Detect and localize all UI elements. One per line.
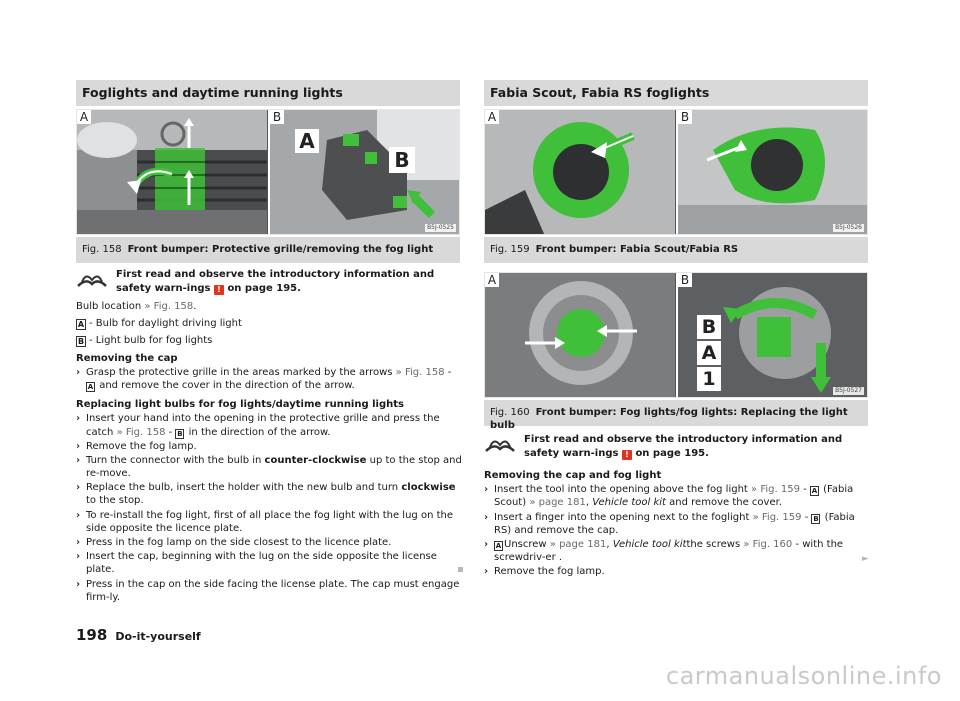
key-a-icon: A xyxy=(87,382,94,391)
replacing-step-6: › Press in the fog lamp on the side closest to the licence plate. xyxy=(76,537,392,548)
notice-text: First read and observe the introductory information and safety warn-ings xyxy=(524,434,843,459)
panel-b-label: B xyxy=(270,110,284,124)
page-181-link[interactable]: » page 181 xyxy=(549,538,607,550)
callout-b: B xyxy=(697,315,721,339)
replacing-step-5: › To re-install the fog light, first of all place the fog light with the lug on the side opposite the licence plate. xyxy=(76,509,453,534)
read-first-notice xyxy=(484,433,868,463)
panel-a-label: A xyxy=(485,110,499,124)
step-text-end: to the stop. xyxy=(86,495,144,507)
notice-text: First read and observe the introductory information and safety warn-ings xyxy=(116,269,435,294)
fig-159-link[interactable]: » Fig. 159 xyxy=(751,484,800,496)
figure-title: Front bumper: Fabia Scout/Fabia RS xyxy=(535,244,739,255)
removing-cap-step: › Grasp the protective grille in the areas marked by the arrows » Fig. 158 - A and remove the cover in the direction of the arrow. xyxy=(76,366,452,391)
step-text: Remove the fog lamp. xyxy=(494,566,605,578)
step-text-end: and remove the cover in the direction of the arrow. xyxy=(99,379,355,391)
callout-1: 1 xyxy=(697,367,721,391)
warning-icon: ! xyxy=(214,285,224,295)
panel-b-label: B xyxy=(678,273,692,287)
page-181-link[interactable]: » page 181 xyxy=(529,497,586,509)
step-text-end: - with the screwdriv-er . xyxy=(494,538,844,564)
watermark: carmanualsonline.info xyxy=(665,662,942,691)
replacing-heading: Replacing light bulbs for fog lights/daytime running lights xyxy=(76,399,404,411)
period: . xyxy=(193,301,197,312)
step-emphasis: counter-clockwise xyxy=(264,454,367,466)
continued-arrow-icon: ► xyxy=(862,554,869,564)
replacing-step-8: › Press in the cap on the side facing the license plate. The cap must engage firm-ly. xyxy=(76,578,460,603)
figure-title: Front bumper: Protective grille/removing the fog light xyxy=(127,244,434,255)
dash: - xyxy=(803,484,807,496)
key-b-icon: B xyxy=(813,514,819,523)
fig-158-link[interactable]: » Fig. 158 xyxy=(116,426,166,438)
dash: - xyxy=(168,426,173,438)
removing-cap-heading: Removing the cap xyxy=(76,352,178,364)
panel-a-label: A xyxy=(485,273,499,287)
removing-step-1: › Insert the tool into the opening above the fog light » Fig. 159 - A (Fabia Scout) » page 181, Vehicle tool kit and remove the cover. xyxy=(484,484,854,509)
figure-title: Front bumper: Fog lights/fog lights: Replacing the light bulb xyxy=(490,407,848,432)
key-a-icon: A xyxy=(495,541,502,550)
step-italic: Vehicle tool kit xyxy=(592,497,666,509)
callout-a: A xyxy=(697,341,721,365)
step-text-mid: the screws xyxy=(686,538,741,550)
item-b-text: - Light bulb for fog lights xyxy=(89,335,213,347)
step-text-end: and remove the cover. xyxy=(669,497,782,509)
open-book-icon xyxy=(484,433,516,455)
figure-159-caption xyxy=(484,237,868,263)
fig-160-link[interactable]: » Fig. 160 xyxy=(743,538,793,550)
step-text-end: in the direction of the arrow. xyxy=(188,426,331,438)
step-emphasis: clockwise xyxy=(401,482,456,494)
removing-heading: Removing the cap and fog light xyxy=(484,470,662,481)
panel-a-label: A xyxy=(77,110,91,124)
step-text: Press in the cap on the side facing the license plate. The cap must engage firm-ly. xyxy=(86,578,460,603)
dash: - xyxy=(447,366,452,378)
chapter-title: Do-it-yourself xyxy=(115,630,201,643)
comma: , xyxy=(585,497,590,509)
replacing-step-7: › Insert the cap, beginning with the lug on the side opposite the license plate. xyxy=(76,551,437,576)
fig-159-link[interactable]: » Fig. 159 xyxy=(752,511,802,523)
figure-160-photo xyxy=(484,272,868,398)
removing-step-3: › A Unscrew » page 181, Vehicle tool kitthe screws » Fig. 160 - with the screwdriv-er . xyxy=(484,538,844,564)
figure-code: B5J-0527 xyxy=(835,387,862,395)
replacing-step-2: › Remove the fog lamp. xyxy=(76,440,197,452)
item-b xyxy=(76,334,462,347)
right-body-text xyxy=(484,467,870,580)
step-text: Turn the connector with the bulb in xyxy=(86,454,262,466)
page-footer xyxy=(76,626,201,646)
key-b-icon: B xyxy=(177,429,183,438)
comma: , xyxy=(606,538,610,550)
read-first-notice xyxy=(76,268,460,298)
page-number: 198 xyxy=(76,626,108,644)
replacing-step-1: › Insert your hand into the opening in the protective grille and press the catch » Fig. 158 - B in the direction of the arrow. xyxy=(76,413,440,438)
step-text: Insert the cap, beginning with the lug on the side opposite the license plate. xyxy=(86,551,437,576)
figure-number: Fig. 159 xyxy=(490,244,530,255)
step-text: Insert the tool into the opening above the fog light xyxy=(494,484,748,496)
figure-number: Fig. 158 xyxy=(82,244,122,255)
panel-b-label: B xyxy=(678,110,692,124)
notice-page-ref[interactable]: on page 195. xyxy=(227,282,301,294)
figure-160-caption xyxy=(484,400,868,432)
key-b-icon: B xyxy=(77,337,85,347)
figure-158-caption xyxy=(76,237,460,263)
step-text-mid: (Fabia Scout) xyxy=(494,484,854,509)
step-text: Remove the fog lamp. xyxy=(86,440,197,452)
step-italic: Vehicle tool kit xyxy=(612,538,687,550)
step-text-end: up to the stop and re-move. xyxy=(86,454,462,480)
step-text: Press in the fog lamp on the side closest to the licence plate. xyxy=(86,537,392,548)
step-text: Grasp the protective grille in the areas marked by the arrows xyxy=(86,366,393,378)
step-text: Replace the bulb, insert the holder with the new bulb and turn xyxy=(86,482,399,494)
key-a-icon: A xyxy=(77,320,85,330)
bulb-location-label: Bulb location xyxy=(76,301,142,312)
figure-159-photo xyxy=(484,109,868,235)
removing-step-4: › Remove the fog lamp. xyxy=(484,566,605,578)
step-text: Insert a finger into the opening next to the foglight xyxy=(494,511,750,523)
step-text: Unscrew xyxy=(504,538,547,550)
left-body-text xyxy=(76,300,462,605)
figure-code: B5J-0525 xyxy=(427,224,454,232)
removing-step-2: › Insert a finger into the opening next to the foglight » Fig. 159 - B (Fabia RS) and remove the cap. xyxy=(484,511,855,536)
item-a xyxy=(76,317,462,330)
fig-158-link[interactable]: » Fig. 158 xyxy=(395,366,445,378)
section-title-fabia-scout-rs: Fabia Scout, Fabia RS foglights xyxy=(484,80,868,106)
dash: - xyxy=(804,511,809,523)
replacing-step-4: › Replace the bulb, insert the holder with the new bulb and turn clockwise to the stop. xyxy=(76,482,456,507)
open-book-icon xyxy=(76,268,108,290)
step-text: To re-install the fog light, first of all place the fog light with the lug on the side opposite the licence plate. xyxy=(86,509,453,534)
callout-b: B xyxy=(389,147,415,173)
section-title-foglights: Foglights and daytime running lights xyxy=(76,80,460,106)
key-a-icon: A xyxy=(811,487,818,496)
figure-code: B5J-0526 xyxy=(835,224,862,232)
step-text: Insert your hand into the opening in the protective grille and press the catch xyxy=(86,413,440,438)
replacing-step-3: › Turn the connector with the bulb in counter-clockwise up to the stop and re-move. xyxy=(76,454,462,480)
warning-icon: ! xyxy=(622,450,632,460)
figure-number: Fig. 160 xyxy=(490,407,530,418)
step-text-end: (Fabia RS) and remove the cap. xyxy=(494,511,855,536)
callout-a: A xyxy=(295,129,319,153)
notice-page-ref[interactable]: on page 195. xyxy=(635,447,709,459)
fig-158-link[interactable]: » Fig. 158 xyxy=(144,301,194,312)
section-end-mark xyxy=(458,567,463,572)
item-a-text: - Bulb for daylight driving light xyxy=(89,318,242,330)
figure-158-photo xyxy=(76,109,460,235)
